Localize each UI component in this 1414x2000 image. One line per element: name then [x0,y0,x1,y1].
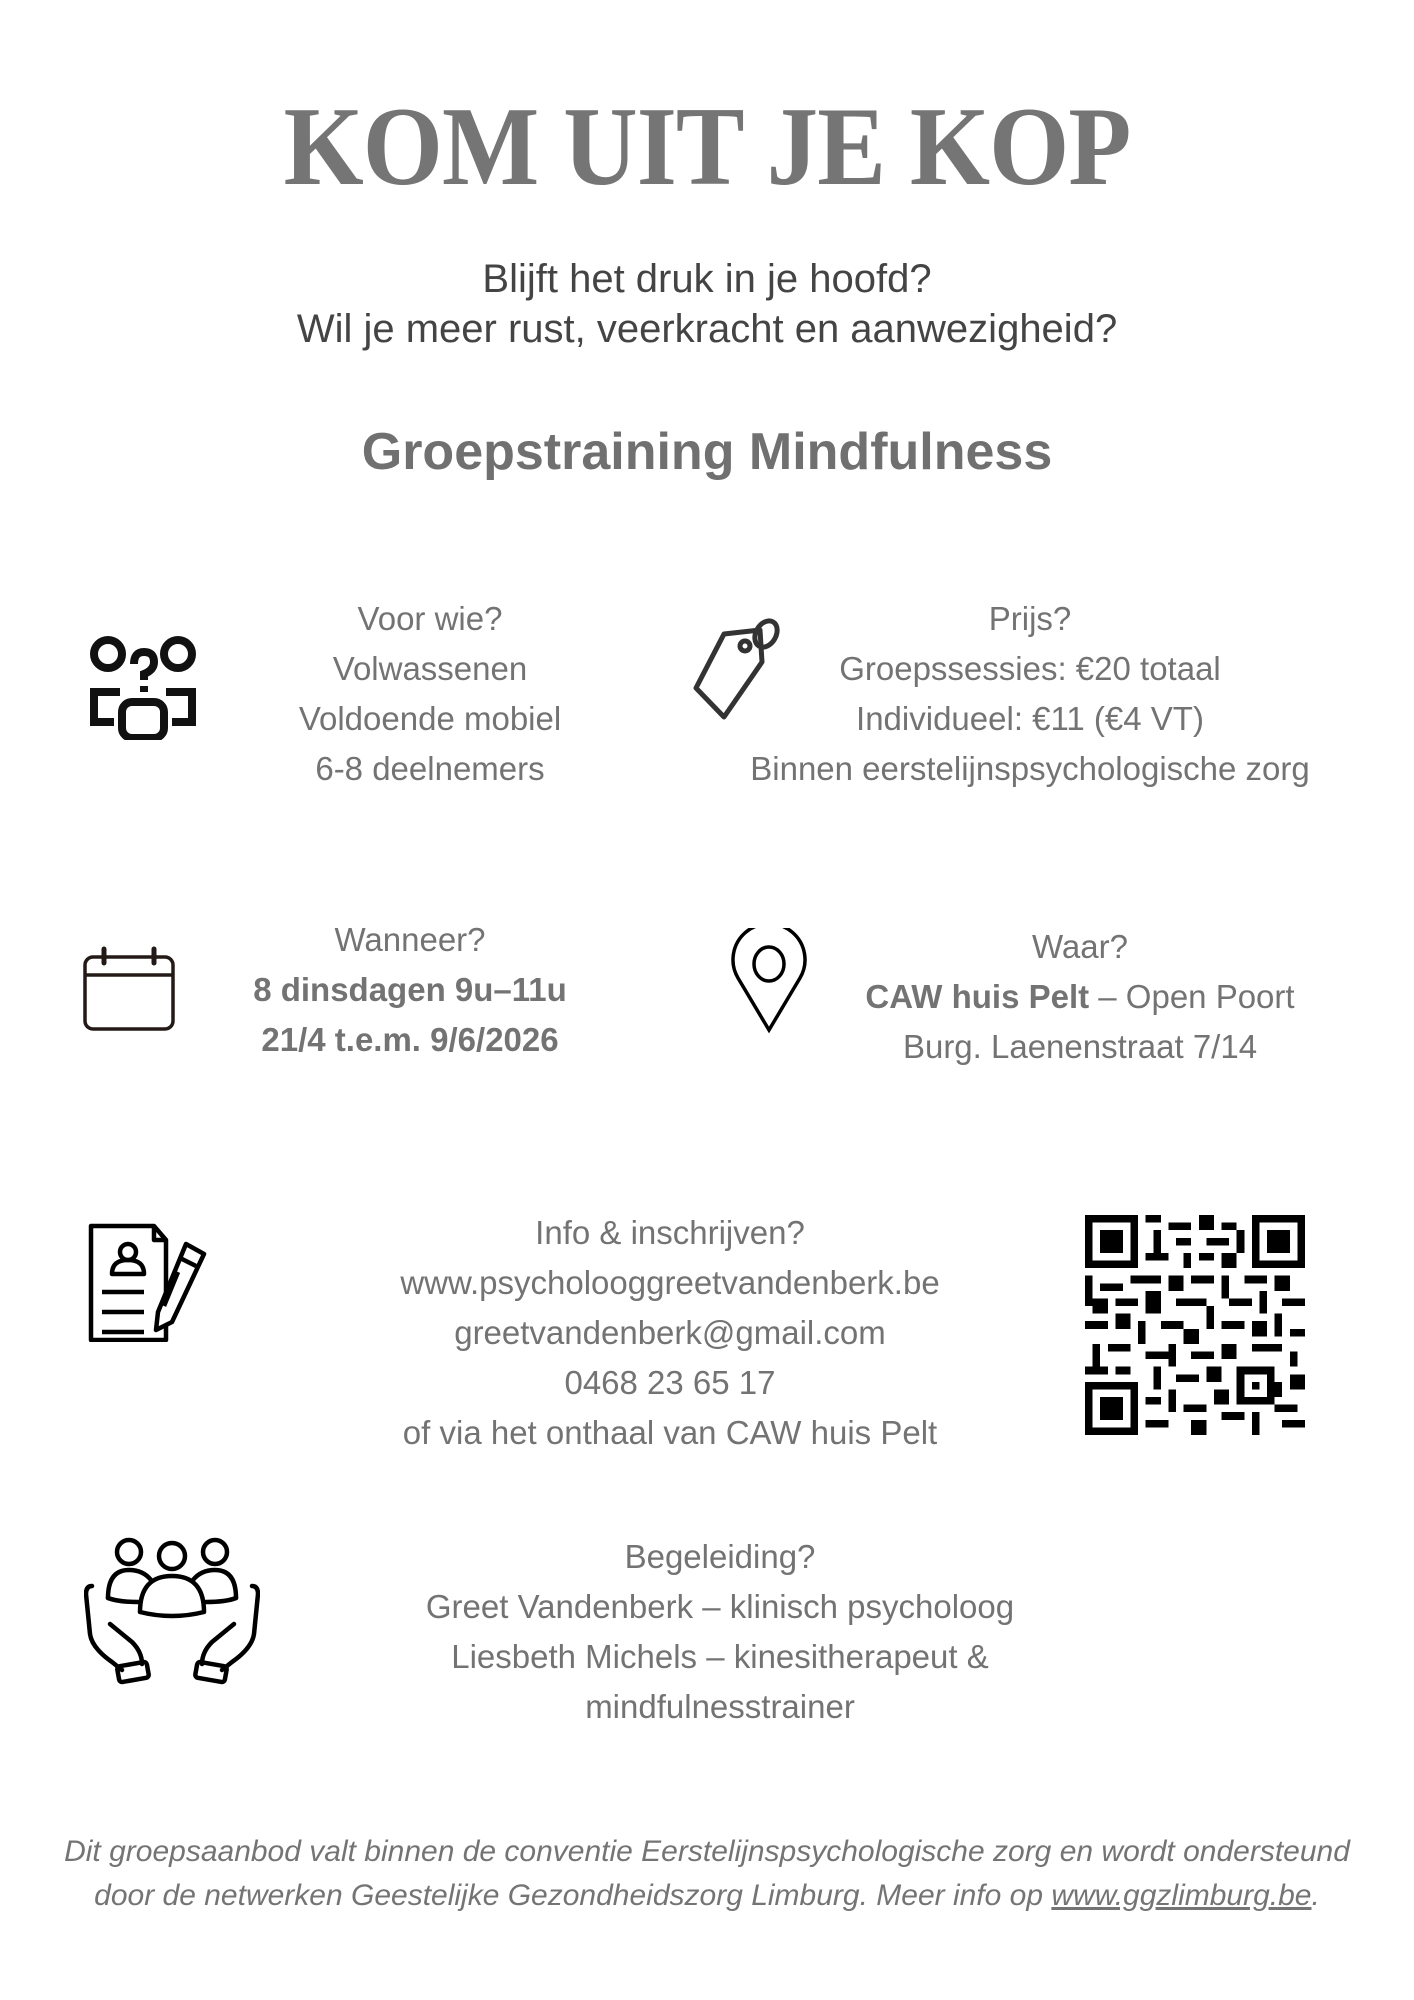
waar-location-rest: – Open Poort [1089,978,1295,1015]
calendar-icon [82,945,176,1031]
waar-location-bold: CAW huis Pelt [865,978,1090,1015]
subtitle-line-1: Blijft het druk in je hoofd? [482,257,932,301]
section-info [300,1208,1040,1458]
prijs-line: Individueel: €11 (€4 VT) [856,700,1204,737]
ggz-limburg-link[interactable]: www.ggzlimburg.be [1051,1879,1312,1912]
prijs-label: Prijs? [988,600,1072,637]
voor-wie-line: 6-8 deelnemers [315,750,545,787]
section-wanneer [210,915,610,1065]
waar-address: Burg. Laenenstraat 7/14 [902,1028,1258,1065]
footer-end: . [1311,1879,1320,1912]
footer-text: Dit groepsaanbod valt binnen de conventie Eerstelijnspsychologische zorg en wordt ondersteund door de netwerken Geestelijke Gezondheidszorg Limburg. Meer info op [64,1835,1350,1912]
wanneer-dates: 21/4 t.e.m. 9/6/2026 [261,1021,559,1058]
prijs-line: Groepssessies: €20 totaal [839,650,1221,687]
section-waar [800,922,1360,1072]
voor-wie-line: Volwassenen [332,650,528,687]
voor-wie-line: Voldoende mobiel [298,700,562,737]
phone-number: 0468 23 65 17 [564,1364,776,1401]
subtitle-line-2: Wil je meer rust, veerkracht en aanwezigheid? [296,307,1118,351]
subtitle [0,254,1414,354]
begeleiding-line: mindfulnesstrainer [585,1688,855,1725]
waar-location [800,972,1360,1022]
location-pin-icon [730,928,808,1034]
begeleiding-line: Greet Vandenberk – klinisch psycholoog [425,1588,1015,1625]
prijs-line: Binnen eerstelijnspsychologische zorg [750,750,1310,787]
qr-code[interactable] [1085,1215,1305,1435]
section-voor-wie [230,594,630,794]
email-link[interactable]: greetvandenberk@gmail.com [454,1314,886,1351]
wanneer-label: Wanneer? [334,921,486,958]
registration-form-icon [88,1222,208,1342]
info-label: Info & inschrijven? [535,1214,805,1251]
training-heading: Groepstraining Mindfulness [361,423,1053,481]
page-title: KOM UIT JE KOP [283,85,1131,209]
section-begeleiding [340,1532,1100,1732]
hands-holding-people-icon [84,1536,260,1686]
section-prijs [690,594,1370,794]
wanneer-days: 8 dinsdagen 9u–11u [253,971,567,1008]
website-link[interactable]: www.psycholooggreetvandenberk.be [400,1264,940,1301]
footer-note [40,1830,1374,1918]
voor-wie-label: Voor wie? [357,600,503,637]
begeleiding-line: Liesbeth Michels – kinesitherapeut & [451,1638,989,1675]
people-question-icon [84,630,202,740]
waar-label: Waar? [1032,928,1128,965]
info-other: of via het onthaal van CAW huis Pelt [402,1414,938,1451]
begeleiding-label: Begeleiding? [624,1538,816,1575]
